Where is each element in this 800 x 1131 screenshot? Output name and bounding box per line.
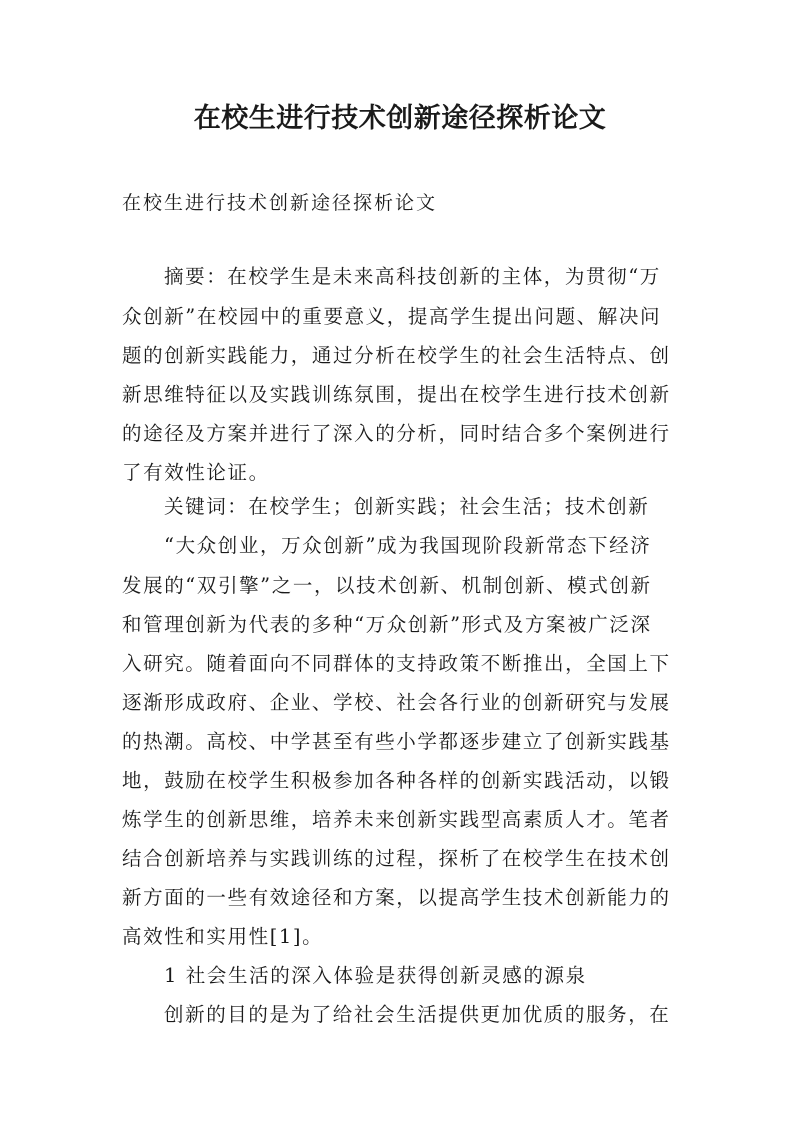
body-line: 发展的“双引擎”之一，以技术创新、机制创新、模式创新 (122, 574, 652, 597)
keywords-line: 关键词：在校学生；创新实践；社会生活；技术创新 (164, 495, 650, 518)
body-line: 创新的目的是为了给社会生活提供更加优质的服务，在 (164, 1003, 671, 1026)
body-line: 和管理创新为代表的多种“万众创新”形式及方案被广泛深 (122, 613, 652, 636)
body-line: 结合创新培养与实践训练的过程，探析了在校学生在技术创 (122, 847, 671, 870)
abstract-line: 题的创新实践能力，通过分析在校学生的社会生活特点、创 (122, 344, 671, 367)
body-line: 入研究。随着面向不同群体的支持政策不断推出，全国上下 (122, 652, 671, 675)
abstract-line: 摘要：在校学生是未来高科技创新的主体，为贯彻“万 (164, 265, 661, 288)
body-line: “大众创业，万众创新”成为我国现阶段新常态下经济 (164, 534, 652, 557)
section-heading: 1 社会生活的深入体验是获得创新灵感的源泉 (164, 964, 587, 987)
abstract-line: 了有效性论证。 (122, 461, 270, 484)
abstract-line: 的途径及方案并进行了深入的分析，同时结合多个案例进行 (122, 422, 671, 445)
abstract-line: 众创新”在校园中的重要意义，提高学生提出问题、解决问 (122, 305, 662, 328)
body-line: 逐渐形成政府、企业、学校、社会各行业的创新研究与发展 (122, 691, 671, 714)
body-line: 高效性和实用性[1]。 (122, 925, 324, 948)
body-line: 新方面的一些有效途径和方案，以提高学生技术创新能力的 (122, 886, 671, 909)
body-line: 炼学生的创新思维，培养未来创新实践型高素质人才。笔者 (122, 808, 671, 831)
document-title: 在校生进行技术创新途径探析论文 (193, 103, 607, 134)
abstract-line: 新思维特征以及实践训练氛围，提出在校学生进行技术创新 (122, 383, 671, 406)
document-subtitle: 在校生进行技术创新途径探析论文 (122, 192, 438, 214)
body-line: 的热潮。高校、中学甚至有些小学都逐步建立了创新实践基 (122, 730, 671, 753)
body-line: 地，鼓励在校学生积极参加各种各样的创新实践活动，以锻 (122, 769, 671, 792)
